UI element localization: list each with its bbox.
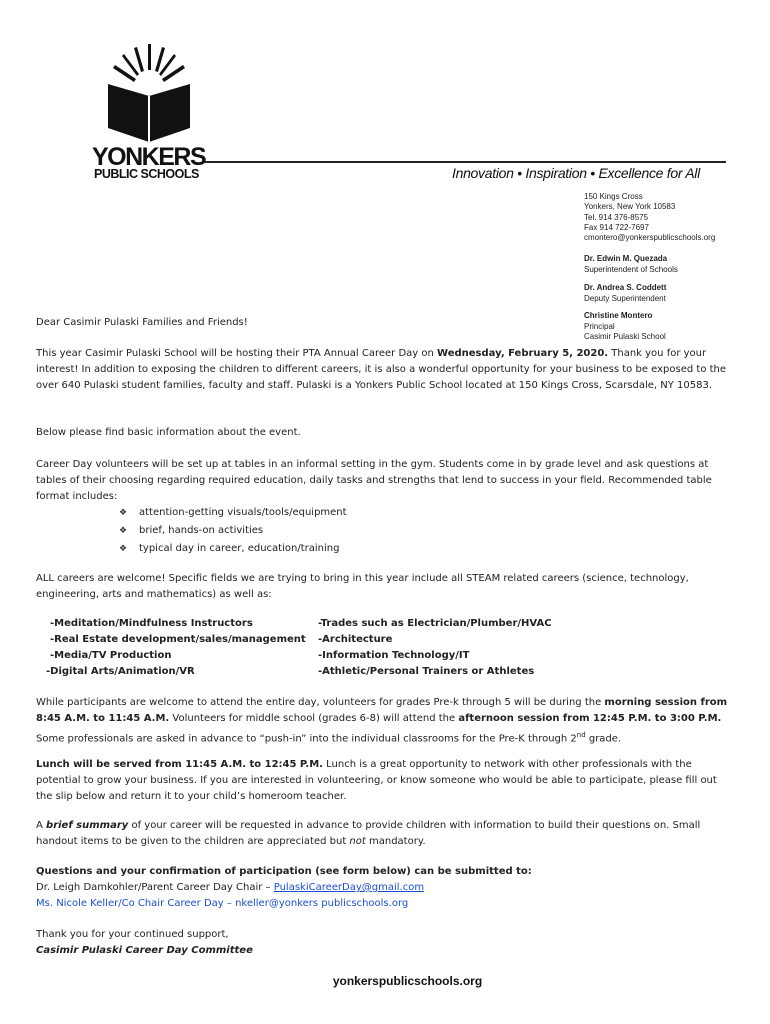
career-field: -Information Technology/IT bbox=[318, 650, 470, 661]
logo-subtitle: PUBLIC SCHOOLS bbox=[94, 167, 199, 181]
address-fax: Fax 914 722-7697 bbox=[584, 222, 649, 232]
list-item-text: attention-getting visuals/tools/equipment bbox=[139, 507, 347, 518]
text: While participants are welcome to attend the entire day, volunteers for grades Pre-k through 5 will be during the bbox=[36, 697, 605, 708]
list-item bbox=[119, 540, 347, 558]
signature: Casimir Pulaski Career Day Committee bbox=[36, 945, 253, 956]
staff-name: Christine Montero bbox=[584, 311, 653, 320]
list-item bbox=[119, 522, 347, 540]
list-item-text: typical day in career, education/training bbox=[139, 543, 340, 554]
school-address bbox=[584, 192, 715, 243]
staff-name: Dr. Andrea S. Coddett bbox=[584, 283, 667, 292]
text: A bbox=[36, 820, 47, 831]
brief-summary: brief summary bbox=[46, 820, 129, 831]
career-field: -Real Estate development/sales/management bbox=[50, 634, 306, 645]
staff-title: Principal bbox=[584, 321, 615, 331]
book-sunburst-icon bbox=[104, 44, 194, 142]
staff-school: Casimir Pulaski School bbox=[584, 332, 666, 341]
event-date: Wednesday, February 5, 2020. bbox=[437, 348, 609, 359]
footer-website[interactable]: yonkerspublicschools.org bbox=[332, 974, 483, 988]
yonkers-logo bbox=[90, 44, 210, 181]
paragraph-lunch bbox=[36, 757, 736, 805]
salutation: Dear Casimir Pulaski Families and Friends! bbox=[36, 317, 248, 328]
paragraph-info: Below please find basic information about the event. bbox=[36, 427, 301, 438]
afternoon-session: afternoon session from 12:45 P.M. to 3:00 P.M. bbox=[458, 713, 722, 724]
staff-title: Superintendent of Schools bbox=[584, 264, 678, 274]
paragraph-setup: Career Day volunteers will be set up at tables in an informal setting in the gym. Students come in by grade level and ask questions at tables of their choosing regarding required education, daily tasks and strengths that lend to success in your field. Recommended table format includes: bbox=[36, 459, 712, 502]
text: of your career will be requested in advance to provide children with information to build their questions on. Small handout items to be given to the children are appreciated but bbox=[36, 820, 701, 847]
format-list bbox=[119, 504, 347, 558]
text: grade. bbox=[585, 733, 622, 745]
career-field: -Digital Arts/Animation/VR bbox=[46, 666, 195, 677]
contact-section bbox=[36, 864, 736, 912]
career-field: -Media/TV Production bbox=[50, 650, 172, 661]
text: Some professionals are asked in advance to “push-in” into the individual classrooms for the Pre-K through 2 bbox=[36, 733, 577, 745]
career-fields-left bbox=[46, 616, 306, 680]
header-rule bbox=[205, 161, 726, 163]
text: Lunch is a great opportunity to network with other professionals with the potential to grow your business. If you are interested in volunteering, or know someone who would be able to participate, please fill out the slip below and return it to your child’s homeroom teacher. bbox=[36, 759, 717, 802]
diamond-bullet-icon: ❖ bbox=[119, 544, 128, 554]
address-email: cmontero@yonkerspublicschools.org bbox=[584, 233, 716, 243]
career-field: -Athletic/Personal Trainers or Athletes bbox=[318, 666, 535, 677]
staff-superintendent bbox=[584, 254, 678, 275]
paragraph-careers: ALL careers are welcome! Specific fields we are trying to bring in this year include all STEAM related careers (science, technology, engineering, arts and mathematics) as well as: bbox=[36, 573, 689, 600]
paragraph-summary bbox=[36, 818, 736, 850]
morning-session: morning session from 8:45 A.M. to 11:45 A.M. bbox=[36, 697, 728, 724]
staff-title: Deputy Superintendent bbox=[584, 293, 666, 303]
text: mandatory. bbox=[365, 836, 426, 847]
contact-cochair[interactable]: Ms. Nicole Keller/Co Chair Career Day – nkeller@yonkers publicschools.org bbox=[36, 898, 409, 909]
paragraph-intro bbox=[36, 346, 736, 394]
staff-name: Dr. Edwin M. Quezada bbox=[584, 254, 668, 263]
superscript: nd bbox=[576, 731, 586, 739]
diamond-bullet-icon: ❖ bbox=[119, 526, 128, 536]
lunch-time: Lunch will be served from 11:45 A.M. to 12:45 P.M. bbox=[36, 759, 323, 770]
career-field: -Trades such as Electrician/Plumber/HVAC bbox=[318, 618, 552, 629]
chair-email-link[interactable]: PulaskiCareerDay@gmail.com bbox=[273, 882, 425, 893]
address-city: Yonkers, New York 10583 bbox=[584, 202, 676, 212]
career-field: -Meditation/Mindfulness Instructors bbox=[50, 618, 253, 629]
tagline: Innovation • Inspiration • Excellence for All bbox=[452, 165, 700, 181]
address-tel: Tel. 914 376-8575 bbox=[584, 212, 649, 222]
closing bbox=[36, 927, 736, 959]
text: This year Casimir Pulaski School will be hosting their PTA Annual Career Day on bbox=[36, 348, 438, 359]
career-fields-right bbox=[318, 616, 552, 680]
paragraph-sessions bbox=[36, 695, 736, 747]
contact-chair: Dr. Leigh Damkohler/Parent Career Day Chair – bbox=[36, 882, 274, 893]
text: Thank you for your interest! In addition to exposing the children to different careers, it is also a wonderful opportunity for your business to be exposed to the over 640 Pulaski student families, faculty and staff. Pulaski is a Yonkers Public School located at 150 Kings Cross, Scarsdale, NY 10583. bbox=[36, 348, 727, 391]
logo-wordmark: YONKERS bbox=[92, 143, 206, 171]
text: Volunteers for middle school (grades 6-8) will attend the bbox=[169, 713, 459, 724]
contact-heading: Questions and your confirmation of participation (see form below) can be submitted to: bbox=[36, 866, 532, 877]
list-item-text: brief, hands-on activities bbox=[139, 525, 264, 536]
address-street: 150 Kings Cross bbox=[584, 192, 643, 201]
staff-deputy bbox=[584, 283, 666, 304]
list-item bbox=[119, 504, 347, 522]
diamond-bullet-icon: ❖ bbox=[119, 508, 128, 518]
emphasis: not bbox=[349, 836, 366, 847]
closing-line: Thank you for your continued support, bbox=[36, 929, 229, 940]
career-field: -Architecture bbox=[318, 634, 393, 645]
footer bbox=[0, 974, 770, 988]
